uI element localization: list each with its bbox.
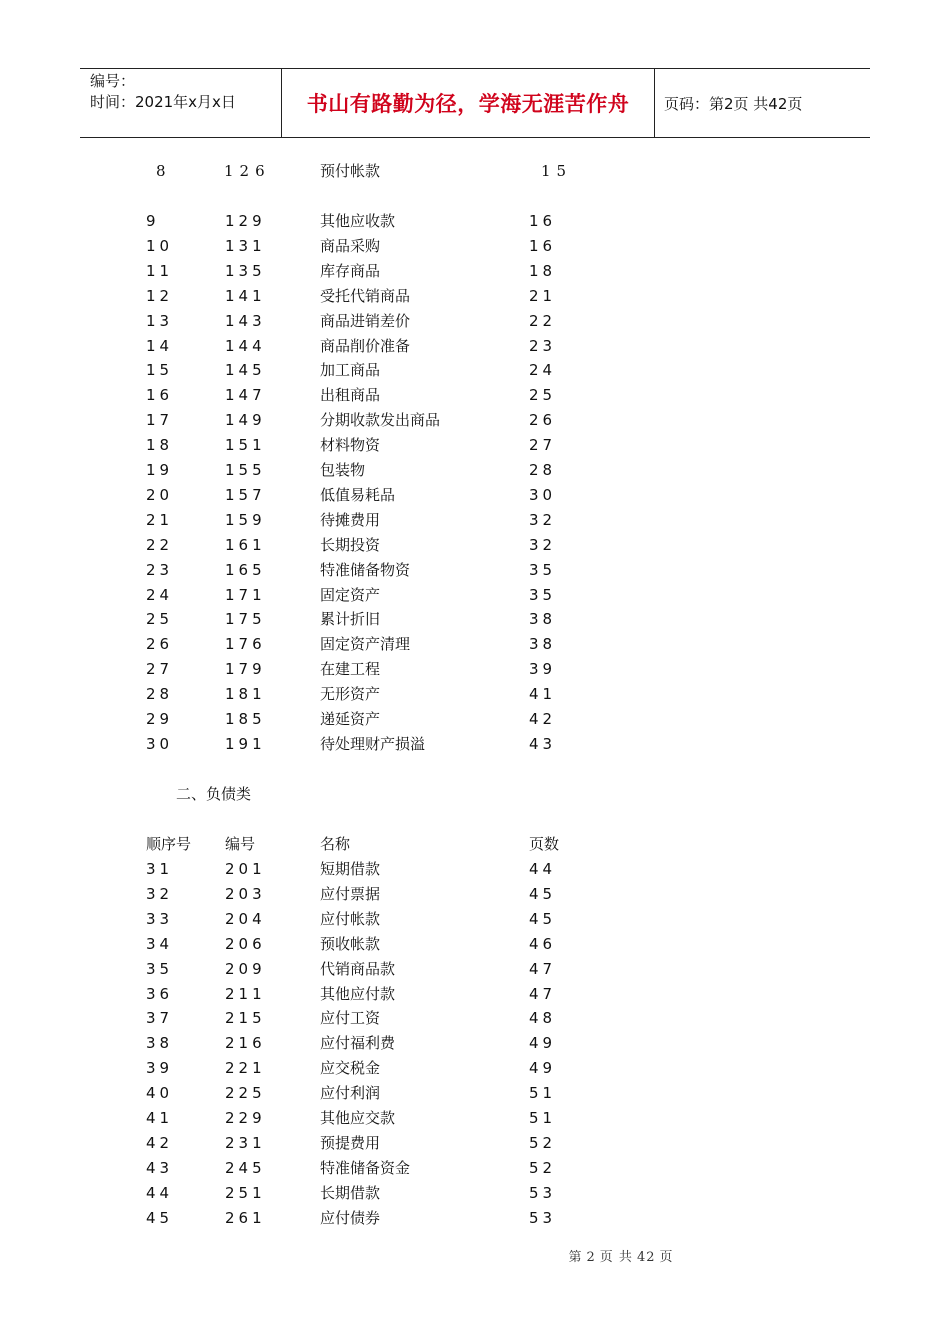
row-code: 145 [225, 361, 266, 380]
row-name: 材料物资 [320, 436, 381, 455]
row-name: 递延资产 [320, 710, 381, 728]
row-page: 18 [529, 261, 557, 280]
row-name: 累计折旧 [320, 610, 381, 629]
footer-current-page: 2 [586, 1250, 596, 1265]
row-page: 21 [529, 286, 557, 305]
row-page: 52 [529, 1133, 557, 1152]
row-page: 53 [529, 1183, 557, 1202]
row-page: 43 [529, 734, 557, 753]
row-page: 45 [529, 884, 557, 903]
row-seq: 42 [146, 1133, 174, 1152]
row-page: 42 [529, 710, 557, 728]
row-name: 长期借款 [320, 1183, 381, 1202]
row-code: 206 [225, 934, 266, 953]
footer-prefix: 第 [568, 1250, 583, 1265]
row-name: 代销商品款 [320, 959, 396, 978]
row-code: 215 [225, 1009, 266, 1028]
row-name: 其他应交款 [320, 1109, 396, 1127]
row-name: 预付帐款 [320, 162, 381, 180]
row-seq: 33 [146, 909, 174, 928]
row-page: 51 [529, 1109, 557, 1127]
row-seq: 28 [146, 685, 174, 704]
row-seq: 10 [146, 236, 174, 255]
row-seq: 16 [146, 386, 174, 405]
row-seq: 15 [146, 361, 174, 380]
row-code: 159 [225, 510, 266, 529]
row-seq: 24 [146, 585, 174, 604]
row-code: 225 [225, 1084, 266, 1103]
row-name: 包装物 [320, 461, 366, 479]
row-page: 15 [541, 162, 573, 180]
footer-total-pages: 42 [636, 1250, 656, 1265]
row-code: 204 [225, 909, 266, 928]
row-seq: 12 [146, 286, 174, 305]
row-name: 其他应付款 [320, 984, 396, 1003]
row-name: 固定资产 [320, 585, 381, 604]
row-seq: 45 [146, 1208, 174, 1227]
time-label: 时间：2021年x月x日 [90, 93, 236, 111]
row-name: 长期投资 [320, 535, 381, 554]
page-footer [146, 1246, 950, 1265]
row-code: 131 [225, 236, 266, 255]
row-code: 211 [225, 984, 266, 1003]
row-seq: 19 [146, 461, 174, 479]
row-page: 52 [529, 1158, 557, 1177]
row-code: 209 [225, 959, 266, 978]
row-code: 157 [225, 485, 266, 504]
row-seq: 40 [146, 1084, 174, 1103]
row-page: 35 [529, 560, 557, 579]
row-name: 应付票据 [320, 884, 381, 903]
row-code: 135 [225, 261, 266, 280]
row-seq: 14 [146, 336, 174, 355]
row-seq: 18 [146, 436, 174, 455]
row-name: 待摊费用 [320, 510, 381, 529]
row-name: 库存商品 [320, 261, 381, 280]
row-name: 低值易耗品 [320, 485, 396, 504]
row-code: 151 [225, 436, 266, 455]
row-name: 应付福利费 [320, 1034, 396, 1053]
row-name: 在建工程 [320, 660, 381, 679]
row-page: 27 [529, 436, 557, 455]
row-page: 30 [529, 485, 557, 504]
row-code: 141 [225, 286, 266, 305]
column-header-seq: 顺序号 [146, 835, 192, 853]
row-code: 161 [225, 535, 266, 554]
column-header-code: 编号 [225, 835, 256, 853]
row-seq: 34 [146, 934, 174, 953]
row-name: 加工商品 [320, 361, 381, 380]
row-page: 26 [529, 411, 557, 430]
column-header-page: 页数 [529, 835, 560, 853]
row-code: 179 [225, 660, 266, 679]
row-name: 短期借款 [320, 860, 381, 878]
row-page: 47 [529, 984, 557, 1003]
row-code: 155 [225, 461, 266, 479]
row-seq: 35 [146, 959, 174, 978]
row-page: 38 [529, 635, 557, 654]
row-seq: 43 [146, 1158, 174, 1177]
row-code: 201 [225, 860, 266, 878]
row-code: 261 [225, 1208, 266, 1227]
row-page: 28 [529, 461, 557, 479]
row-seq: 8 [156, 162, 166, 180]
row-code: 185 [225, 710, 266, 728]
row-code: 191 [225, 734, 266, 753]
header-motto: 书山有路勤为径，学海无涯苦作舟 [306, 92, 630, 116]
row-name: 应交税金 [320, 1059, 381, 1078]
row-page: 16 [529, 212, 557, 230]
row-name: 固定资产清理 [320, 635, 411, 654]
header-meta [90, 71, 236, 113]
row-code: 165 [225, 560, 266, 579]
row-name: 待处理财产损溢 [320, 734, 426, 753]
row-name: 预提费用 [320, 1133, 381, 1152]
row-code: 221 [225, 1059, 266, 1078]
row-seq: 27 [146, 660, 174, 679]
footer-suffix: 页 [659, 1250, 674, 1265]
row-page: 32 [529, 535, 557, 554]
row-page: 35 [529, 585, 557, 604]
row-code: 176 [225, 635, 266, 654]
row-seq: 22 [146, 535, 174, 554]
row-name: 商品进销差价 [320, 311, 411, 330]
row-code: 129 [225, 212, 266, 230]
row-page: 39 [529, 660, 557, 679]
header-divider [654, 69, 655, 137]
row-seq: 26 [146, 635, 174, 654]
row-code: 126 [224, 162, 271, 180]
column-header-name: 名称 [320, 835, 351, 853]
row-page: 16 [529, 236, 557, 255]
row-seq: 41 [146, 1109, 174, 1127]
row-page: 22 [529, 311, 557, 330]
row-seq: 37 [146, 1009, 174, 1028]
row-seq: 11 [146, 261, 174, 280]
row-seq: 13 [146, 311, 174, 330]
row-code: 245 [225, 1158, 266, 1177]
row-page: 38 [529, 610, 557, 629]
row-seq: 17 [146, 411, 174, 430]
row-page: 49 [529, 1059, 557, 1078]
row-code: 144 [225, 336, 266, 355]
row-name: 其他应收款 [320, 212, 396, 230]
row-code: 251 [225, 1183, 266, 1202]
row-page: 45 [529, 909, 557, 928]
row-page: 48 [529, 1009, 557, 1028]
row-name: 特准储备资金 [320, 1158, 411, 1177]
row-name: 特准储备物资 [320, 560, 411, 579]
row-code: 143 [225, 311, 266, 330]
row-seq: 36 [146, 984, 174, 1003]
row-name: 应付利润 [320, 1084, 381, 1103]
page-header [80, 68, 870, 138]
row-page: 53 [529, 1208, 557, 1227]
row-page: 46 [529, 934, 557, 953]
row-code: 175 [225, 610, 266, 629]
row-seq: 25 [146, 610, 174, 629]
row-name: 商品采购 [320, 236, 381, 255]
row-name: 应付债券 [320, 1208, 381, 1227]
row-page: 32 [529, 510, 557, 529]
footer-middle: 页 共 [599, 1250, 633, 1265]
row-seq: 31 [146, 860, 174, 878]
row-code: 147 [225, 386, 266, 405]
row-code: 216 [225, 1034, 266, 1053]
row-page: 51 [529, 1084, 557, 1103]
header-page-info: 页码：第2页 共42页 [664, 94, 803, 113]
row-seq: 30 [146, 734, 174, 753]
row-name: 无形资产 [320, 685, 381, 704]
row-page: 44 [529, 860, 557, 878]
row-page: 23 [529, 336, 557, 355]
row-name: 出租商品 [320, 386, 381, 405]
row-seq: 29 [146, 710, 174, 728]
row-page: 49 [529, 1034, 557, 1053]
row-name: 商品削价准备 [320, 336, 411, 355]
row-name: 分期收款发出商品 [320, 411, 441, 430]
row-page: 24 [529, 361, 557, 380]
row-seq: 32 [146, 884, 174, 903]
row-name: 应付帐款 [320, 909, 381, 928]
row-seq: 38 [146, 1034, 174, 1053]
row-name: 受托代销商品 [320, 286, 411, 305]
liability-section-title: 二、负债类 [176, 785, 252, 803]
row-seq: 39 [146, 1059, 174, 1078]
row-code: 229 [225, 1109, 266, 1127]
row-code: 171 [225, 585, 266, 604]
row-page: 41 [529, 685, 557, 704]
row-seq: 23 [146, 560, 174, 579]
row-seq: 9 [146, 212, 160, 230]
row-code: 203 [225, 884, 266, 903]
code-label: 编号： [90, 72, 136, 90]
row-page: 47 [529, 959, 557, 978]
row-seq: 21 [146, 510, 174, 529]
row-code: 231 [225, 1133, 266, 1152]
row-seq: 44 [146, 1183, 174, 1202]
row-seq: 20 [146, 485, 174, 504]
row-name: 预收帐款 [320, 934, 381, 953]
row-code: 181 [225, 685, 266, 704]
row-page: 25 [529, 386, 557, 405]
row-code: 149 [225, 411, 266, 430]
row-name: 应付工资 [320, 1009, 381, 1028]
